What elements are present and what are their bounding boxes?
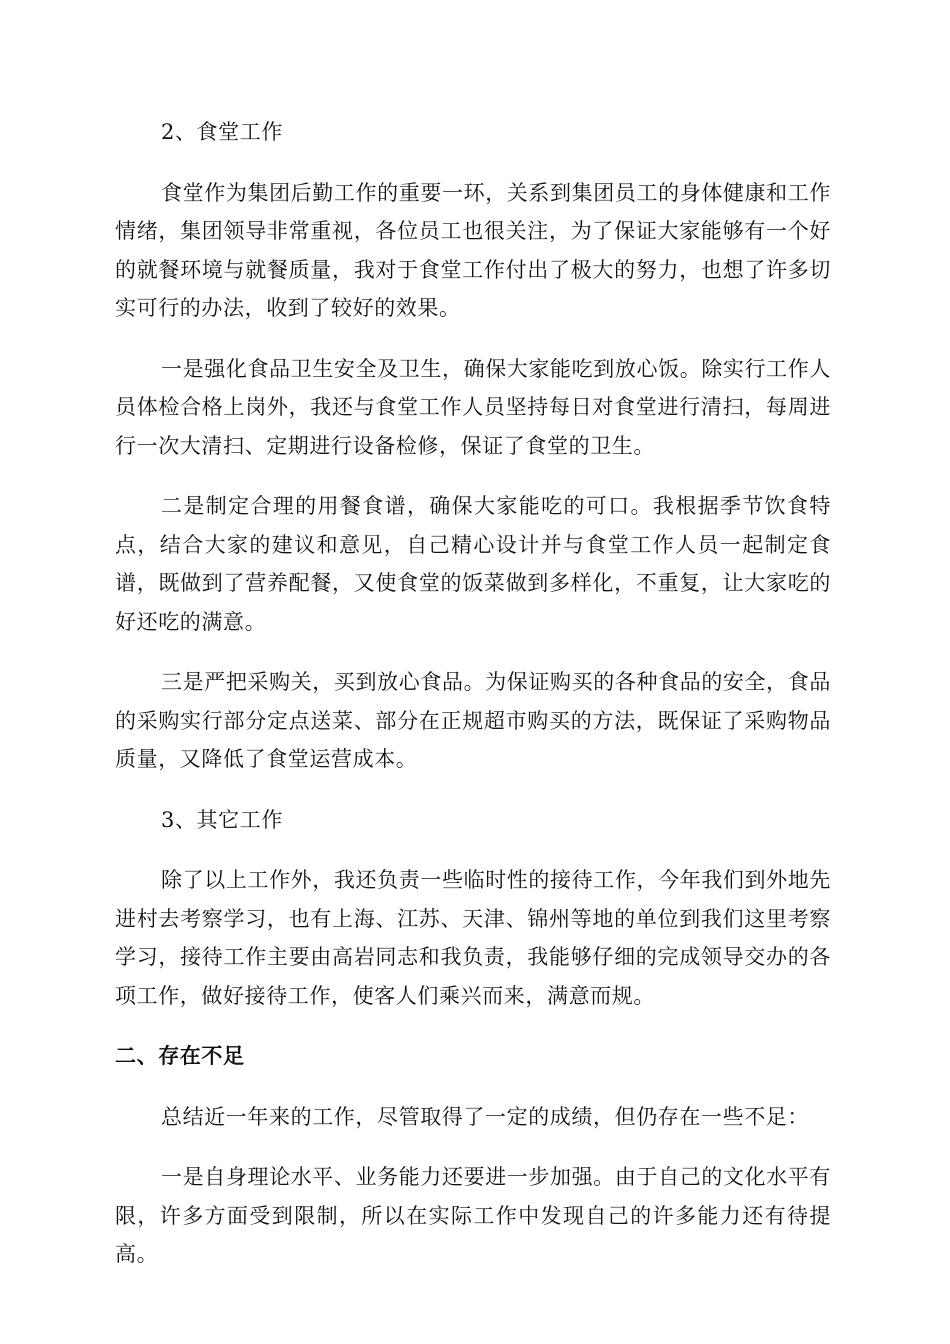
paragraph-canteen-intro: 食堂作为集团后勤工作的重要一环，关系到集团员工的身体健康和工作情绪，集团领导非常重视，各位员工也很关注，为了保证大家能够有一个好的就餐环境与就餐质量，我对于食堂工作付出了极大的努力，也想了许多切实可行的办法，收到了较好的效果。 — [115, 180, 831, 320]
paragraph-procurement: 三是严把采购关，买到放心食品。为保证购买的各种食品的安全，食品的采购实行部分定点送菜、部分在正规超市购买的方法，既保证了采购物品质量，又降低了食堂运营成本。 — [115, 670, 831, 771]
paragraph-menu-planning: 二是制定合理的用餐食谱，确保大家能吃的可口。我根据季节饮食特点，结合大家的建议和意见，自己精心设计并与食堂工作人员一起制定食谱，既做到了营养配餐，又使食堂的饭菜做到多样化，不重复，让大家吃的好还吃的满意。 — [115, 494, 831, 634]
paragraph-shortcoming-one: 一是自身理论水平、业务能力还要进一步加强。由于自己的文化水平有限，许多方面受到限制，所以在实际工作中发现自己的许多能力还有待提高。 — [115, 1165, 831, 1266]
subheading-other-work: 3、其它工作 — [161, 807, 283, 832]
paragraph-food-safety: 一是强化食品卫生安全及卫生，确保大家能吃到放心饭。除实行工作人员体检合格上岗外，我还与食堂工作人员坚持每日对食堂进行清扫，每周进行一次大清扫、定期进行设备检修，保证了食堂的卫生。 — [115, 356, 831, 458]
subheading-canteen-work: 2、食堂工作 — [161, 120, 283, 144]
paragraph-shortcomings-summary: 总结近一年来的工作，尽管取得了一定的成绩，但仍存在一些不足： — [161, 1104, 809, 1129]
document-body — [115, 113, 831, 1296]
section-heading-shortcomings: 二、存在不足 — [115, 1044, 245, 1068]
paragraph-reception-work: 除了以上工作外，我还负责一些临时性的接待工作，今年我们到外地先进村去考察学习，也有上海、江苏、天津、锦州等地的单位到我们这里考察学习，接待工作主要由高岩同志和我负责，我能够仔细的完成领导交办的各项工作，做好接待工作，使客人们乘兴而来，满意而规。 — [115, 868, 831, 1008]
